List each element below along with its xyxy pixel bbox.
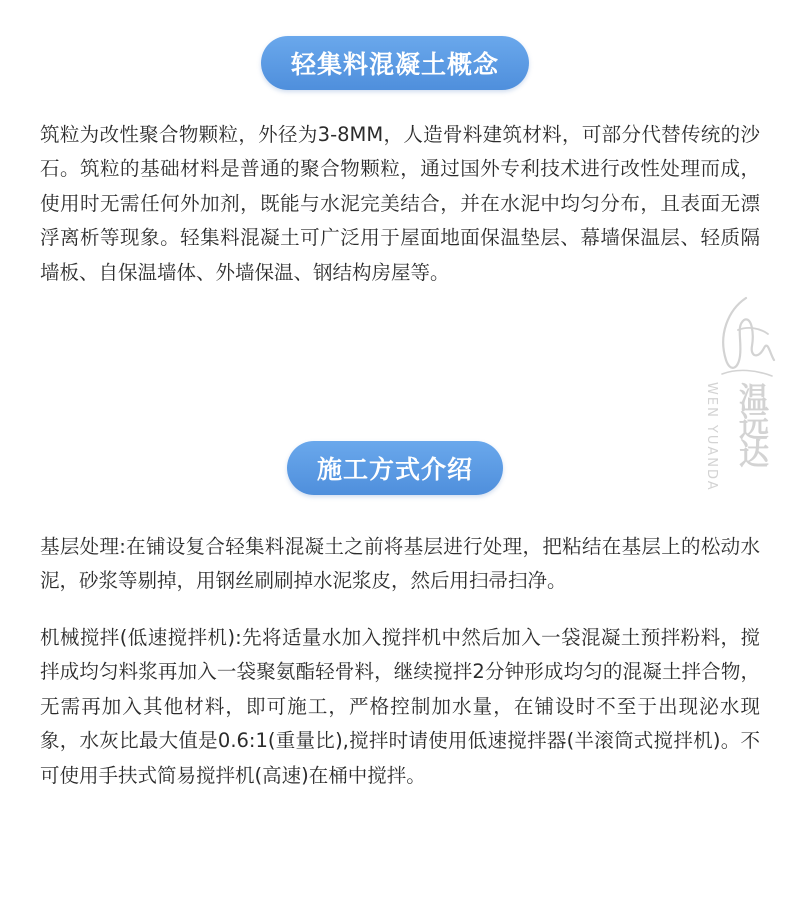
watermark-brand-cn: 温远达 xyxy=(733,382,768,466)
concept-paragraph: 筑粒为改性聚合物颗粒，外径为3-8MM，人造骨料建筑材料，可部分代替传统的沙石。筑粒的基础材料是普通的聚合物颗粒，通过国外专利技术进行改性处理而成，使用时无需任何外加剂，既能与水泥完美结合，并在水泥中均匀分布，且表面无漂浮离析等现象。轻集料混凝土可广泛用于屋面地面保温垫层、幕墙保温层、轻质隔墙板、自保温墙体、外墙保温、钢结构房屋等。 xyxy=(40,123,760,284)
signature-logo-icon xyxy=(708,290,778,380)
section-title-construction: 施工方式介绍 xyxy=(287,441,503,495)
section-title-concept: 轻集料混凝土概念 xyxy=(261,36,529,90)
brand-watermark xyxy=(700,290,780,530)
base-treatment-paragraph: 基层处理:在铺设复合轻集料混凝土之前将基层进行处理，把粘结在基层上的松动水泥，砂浆等剔掉，用钢丝刷刷掉水泥浆皮，然后用扫帚扫净。 xyxy=(40,535,760,593)
mechanical-mixing-paragraph: 机械搅拌(低速搅拌机):先将适量水加入搅拌机中然后加入一袋混凝土预拌粉料，搅拌成均匀料浆再加入一袋聚氨酯轻骨料，继续搅拌2分钟形成均匀的混凝土拌合物，无需再加入其他材料，即可施工，严格控制加水量，在铺设时不至于出现泌水现象，水灰比最大值是0.6:1(重量比),搅拌时请使用低速搅拌器(半滚筒式搅拌机)。不可使用手扶式简易搅拌机(高速)在桶中搅拌。 xyxy=(40,626,760,787)
watermark-brand-en: WEN YUANDA xyxy=(704,382,719,492)
